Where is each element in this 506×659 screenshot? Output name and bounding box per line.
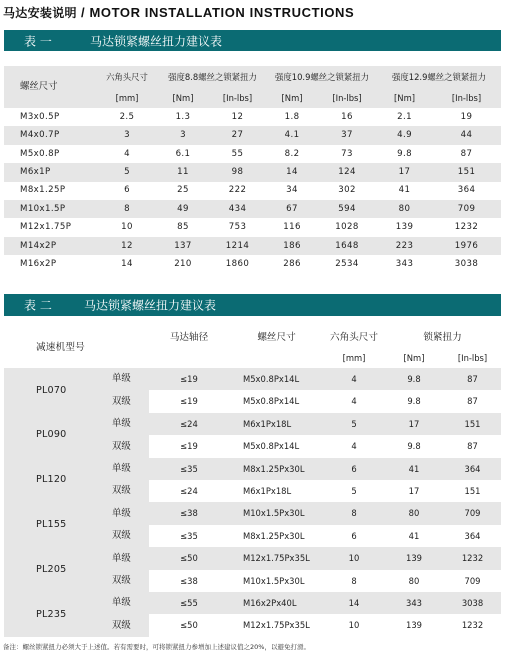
table-cell: ≤50 (149, 547, 229, 569)
table-cell: 594 (317, 200, 377, 218)
table-cell: 6 (324, 525, 384, 547)
model-cell: PL205 (4, 547, 104, 592)
table-cell: 1648 (317, 237, 377, 255)
table-cell: 44 (432, 126, 501, 144)
table-2-header: 螺丝尺寸 (229, 328, 324, 348)
page-title-sep: / (76, 5, 90, 20)
table-row (4, 502, 501, 524)
section-2-band (4, 294, 501, 316)
table-cell: 14 (267, 163, 317, 181)
table-cell: 364 (432, 182, 501, 200)
table-cell: ≤38 (149, 502, 229, 524)
table-cell: 1028 (317, 218, 377, 236)
table-cell: 41 (377, 182, 432, 200)
table-cell: 302 (317, 182, 377, 200)
table-cell: 1232 (444, 614, 501, 636)
table-cell: 223 (377, 237, 432, 255)
table-cell: 286 (267, 255, 317, 273)
model-cell: PL155 (4, 502, 104, 547)
table-cell: M5x0.8P (4, 145, 96, 163)
table-cell: 186 (267, 237, 317, 255)
table-cell: M3x0.5P (4, 108, 96, 126)
table-cell: 19 (432, 108, 501, 126)
table-row (4, 126, 501, 144)
table-cell: 3 (158, 126, 208, 144)
table-row (4, 200, 501, 218)
table-cell: 37 (317, 126, 377, 144)
table-cell: 80 (377, 200, 432, 218)
table-row (4, 108, 501, 126)
table-2-unit: [In-lbs] (444, 348, 501, 368)
table-2-unit: [mm] (324, 348, 384, 368)
table-row (4, 547, 501, 569)
table-cell: M16x2Px40L (229, 592, 324, 614)
section-1-name: 马达锁紧螺丝扭力建议表 (90, 34, 223, 48)
table-cell: 5 (324, 413, 384, 435)
table-cell: M5x0.8Px14L (229, 368, 324, 390)
table-cell: M12x1.75Px35L (229, 614, 324, 636)
table-cell: 139 (384, 547, 444, 569)
table-cell: M16x2P (4, 255, 96, 273)
table-2-header-row (4, 328, 501, 348)
table-cell: ≤24 (149, 480, 229, 502)
table-row (4, 237, 501, 255)
table-cell: 1.8 (267, 108, 317, 126)
table-row (4, 592, 501, 614)
table-cell: 6 (96, 182, 158, 200)
table-cell: 4 (324, 435, 384, 457)
table-row (4, 163, 501, 181)
table-cell: 343 (377, 255, 432, 273)
table-1-unit: [In-lbs] (208, 88, 267, 108)
table-cell: 124 (317, 163, 377, 181)
table-cell: 87 (432, 145, 501, 163)
table-cell: 364 (444, 458, 501, 480)
table-cell: 98 (208, 163, 267, 181)
table-row (4, 413, 501, 435)
table-cell: 34 (267, 182, 317, 200)
table-cell: 1214 (208, 237, 267, 255)
table-1-unit: [Nm] (158, 88, 208, 108)
table-cell: 49 (158, 200, 208, 218)
table-cell: 12 (96, 237, 158, 255)
level-cell: 单级 (104, 502, 149, 524)
table-cell: 4.9 (377, 126, 432, 144)
table-1-unit: [Nm] (377, 88, 432, 108)
table-cell: 87 (444, 390, 501, 412)
table-cell: 139 (384, 614, 444, 636)
table-cell: 2.5 (96, 108, 158, 126)
table-2-header: 锁紧扭力 (384, 328, 501, 348)
table-cell: 3 (96, 126, 158, 144)
table-cell: 1860 (208, 255, 267, 273)
table-cell: M10x1.5Px30L (229, 502, 324, 524)
table-cell: 10 (324, 547, 384, 569)
table-cell: 6.1 (158, 145, 208, 163)
table-2-unit-empty (229, 348, 324, 368)
level-cell: 双级 (104, 570, 149, 592)
table-cell: 12 (208, 108, 267, 126)
table-cell: M6x1Px18L (229, 480, 324, 502)
table-cell: 709 (432, 200, 501, 218)
table-2-unit-empty (149, 348, 229, 368)
table-cell: 151 (432, 163, 501, 181)
model-cell: PL120 (4, 458, 104, 503)
table-cell: 85 (158, 218, 208, 236)
table-cell: ≤38 (149, 570, 229, 592)
table-cell: 2534 (317, 255, 377, 273)
table-cell: 1232 (444, 547, 501, 569)
table-cell: 16 (317, 108, 377, 126)
table-cell: 6 (324, 458, 384, 480)
table-cell: 4 (96, 145, 158, 163)
table-cell: M4x0.7P (4, 126, 96, 144)
level-cell: 单级 (104, 368, 149, 390)
table-cell: 8 (324, 570, 384, 592)
reducer-screw-torque-table (4, 328, 501, 637)
table-cell: 434 (208, 200, 267, 218)
table-cell: 137 (158, 237, 208, 255)
table-cell: 364 (444, 525, 501, 547)
section-2-name: 马达锁紧螺丝扭力建议表 (84, 298, 217, 313)
model-cell: PL235 (4, 592, 104, 637)
level-cell: 单级 (104, 458, 149, 480)
page-title (3, 4, 354, 21)
table-row (4, 368, 501, 390)
table-row (4, 458, 501, 480)
table-cell: 1.3 (158, 108, 208, 126)
table-cell: 8 (324, 502, 384, 524)
table-1-col-bolt: 螺丝尺寸 (4, 66, 96, 108)
table-cell: ≤35 (149, 525, 229, 547)
table-cell: 5 (324, 480, 384, 502)
level-cell: 双级 (104, 435, 149, 457)
table-1-unit: [In-lbs] (317, 88, 377, 108)
table-1-unit: [In-lbs] (432, 88, 501, 108)
table-cell: 709 (444, 502, 501, 524)
section-1-tag: 表 一 (24, 34, 52, 48)
table-cell: 139 (377, 218, 432, 236)
table-cell: 27 (208, 126, 267, 144)
table-cell: 343 (384, 592, 444, 614)
table-cell: 80 (384, 570, 444, 592)
table-cell: 17 (377, 163, 432, 181)
table-cell: 1976 (432, 237, 501, 255)
table-cell: ≤35 (149, 458, 229, 480)
table-cell: 8 (96, 200, 158, 218)
table-cell: M6x1Px18L (229, 413, 324, 435)
footnote: 备注：螺丝锁紧扭力必须大于上述值。若有需要时，可将锁紧扭力参增加上述建议值之20%，以避免打滑。 (3, 643, 310, 651)
level-cell: 双级 (104, 480, 149, 502)
table-1-unit: [mm] (96, 88, 158, 108)
table-cell: 80 (384, 502, 444, 524)
table-1-header-row (4, 66, 501, 88)
table-cell: 4.1 (267, 126, 317, 144)
table-1-unit: [Nm] (267, 88, 317, 108)
table-cell: 9.8 (384, 368, 444, 390)
table-cell: ≤19 (149, 390, 229, 412)
table-1-header: 六角头尺寸 (96, 66, 158, 88)
table-cell: M14x2P (4, 237, 96, 255)
table-cell: ≤50 (149, 614, 229, 636)
table-cell: 41 (384, 525, 444, 547)
level-cell: 双级 (104, 390, 149, 412)
table-cell: 10 (324, 614, 384, 636)
table-cell: 14 (96, 255, 158, 273)
table-cell: 222 (208, 182, 267, 200)
table-cell: 14 (324, 592, 384, 614)
table-cell: 3038 (444, 592, 501, 614)
motor-screw-torque-table (4, 66, 501, 274)
table-cell: M10x1.5Px30L (229, 570, 324, 592)
table-cell: M8x1.25P (4, 182, 96, 200)
table-cell: 11 (158, 163, 208, 181)
table-row (4, 145, 501, 163)
table-cell: 8.2 (267, 145, 317, 163)
table-cell: 3038 (432, 255, 501, 273)
level-cell: 单级 (104, 413, 149, 435)
table-cell: 116 (267, 218, 317, 236)
table-cell: M8x1.25Px30L (229, 525, 324, 547)
table-cell: M10x1.5P (4, 200, 96, 218)
table-cell: ≤19 (149, 368, 229, 390)
table-cell: M5x0.8Px14L (229, 390, 324, 412)
page-title-en: MOTOR INSTALLATION INSTRUCTIONS (89, 5, 355, 20)
table-cell: 10 (96, 218, 158, 236)
table-cell: 87 (444, 435, 501, 457)
table-cell: 5 (96, 163, 158, 181)
table-cell: 753 (208, 218, 267, 236)
table-cell: 73 (317, 145, 377, 163)
table-cell: 2.1 (377, 108, 432, 126)
table-1-header: 强度8.8螺丝之锁紧扭力 (158, 66, 267, 88)
table-2-header: 马达轴径 (149, 328, 229, 348)
table-row (4, 218, 501, 236)
page-title-cn: 马达安装说明 (3, 6, 77, 20)
level-cell: 单级 (104, 592, 149, 614)
table-1-header: 强度10.9螺丝之锁紧扭力 (267, 66, 377, 88)
table-cell: 17 (384, 413, 444, 435)
table-cell: 17 (384, 480, 444, 502)
table-cell: ≤24 (149, 413, 229, 435)
table-row (4, 182, 501, 200)
level-cell: 双级 (104, 525, 149, 547)
section-2-tag: 表 二 (24, 298, 52, 313)
table-cell: M12x1.75P (4, 218, 96, 236)
table-2-level-head (104, 328, 149, 368)
model-cell: PL090 (4, 413, 104, 458)
section-1-band (4, 30, 501, 51)
table-cell: 4 (324, 390, 384, 412)
table-cell: 210 (158, 255, 208, 273)
table-cell: 9.8 (377, 145, 432, 163)
table-cell: ≤19 (149, 435, 229, 457)
table-cell: 87 (444, 368, 501, 390)
table-row (4, 255, 501, 273)
table-2-header: 六角头尺寸 (324, 328, 384, 348)
table-2-col-model: 减速机型号 (4, 328, 104, 368)
table-cell: 151 (444, 413, 501, 435)
table-2-unit: [Nm] (384, 348, 444, 368)
table-cell: M6x1P (4, 163, 96, 181)
table-cell: 9.8 (384, 435, 444, 457)
table-cell: 67 (267, 200, 317, 218)
table-1-header: 强度12.9螺丝之锁紧扭力 (377, 66, 501, 88)
table-cell: 9.8 (384, 390, 444, 412)
table-cell: M8x1.25Px30L (229, 458, 324, 480)
table-cell: 151 (444, 480, 501, 502)
table-cell: M5x0.8Px14L (229, 435, 324, 457)
table-cell: 4 (324, 368, 384, 390)
table-cell: 55 (208, 145, 267, 163)
table-cell: 709 (444, 570, 501, 592)
table-cell: 41 (384, 458, 444, 480)
level-cell: 单级 (104, 547, 149, 569)
model-cell: PL070 (4, 368, 104, 413)
table-cell: M12x1.75Px35L (229, 547, 324, 569)
level-cell: 双级 (104, 614, 149, 636)
table-cell: 25 (158, 182, 208, 200)
table-cell: 1232 (432, 218, 501, 236)
table-cell: ≤55 (149, 592, 229, 614)
